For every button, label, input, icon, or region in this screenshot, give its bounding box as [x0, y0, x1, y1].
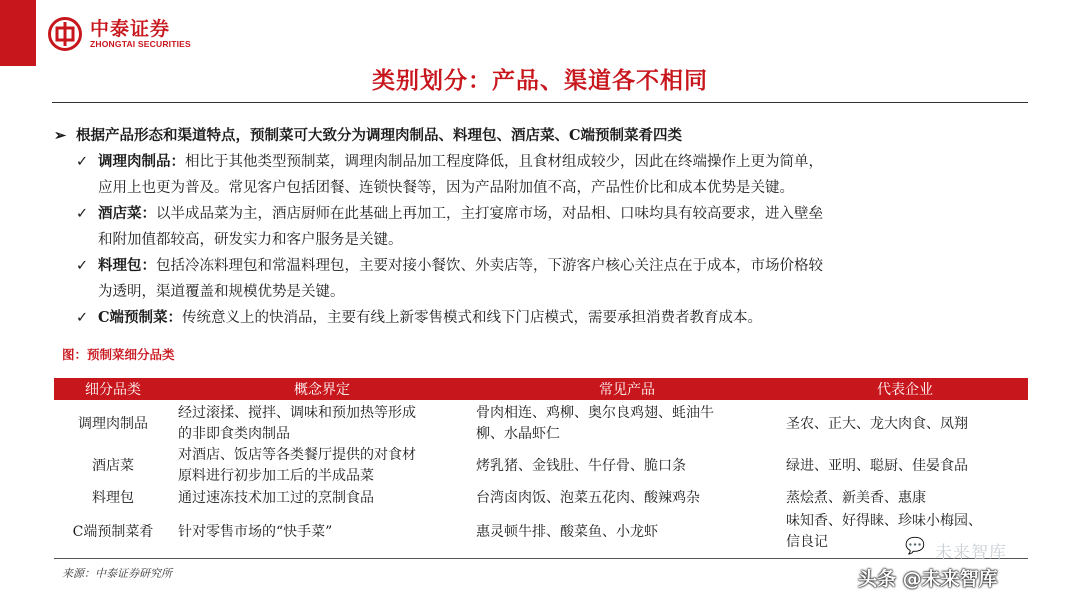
companies-line: 信良记: [786, 534, 828, 550]
products-line: 骨肉相连、鸡柳、奥尔良鸡翅、蚝油牛: [476, 405, 714, 421]
brand-name-cn: 中泰证券: [90, 17, 171, 40]
column-header: 细分品类: [85, 382, 141, 398]
products-line: 柳、水晶虾仁: [476, 426, 560, 442]
table-row: [54, 487, 1028, 509]
sub-bullet: [54, 149, 1014, 201]
companies-line: 蒸烩煮、新美香、惠康: [786, 489, 926, 506]
concept-line: 经过滚揉、搅拌、调味和预加热等形成: [178, 405, 416, 421]
products-line: 烤乳猪、金钱肚、牛仔骨、脆口条: [476, 457, 686, 474]
concept-cell: [172, 522, 472, 543]
category-cell: 酒店菜: [92, 457, 134, 474]
products-cell: [472, 522, 782, 543]
check-icon: ✓: [76, 154, 89, 170]
brand-logo: [48, 14, 191, 54]
products-cell: [472, 403, 782, 445]
companies-cell: [782, 488, 1028, 509]
companies-line: 圣农、正大、龙大肉食、凤翔: [786, 415, 968, 432]
concept-line: 的非即食类肉制品: [178, 426, 290, 442]
companies-cell: [782, 414, 1028, 435]
table-row: [54, 511, 1028, 553]
page-title: 类别划分：产品、渠道各不相同: [372, 67, 708, 94]
source-note: 来源：中泰证券研究所: [62, 567, 172, 580]
arrow-bullet-icon: ➢: [54, 127, 67, 144]
brand-side-bar: [0, 0, 36, 66]
category-cell: 调理肉制品: [78, 415, 148, 432]
concept-line: 针对零售市场的“快手菜”: [178, 523, 333, 540]
category-cell: 料理包: [92, 489, 134, 506]
brand-name-en: ZHONGTAI SECURITIES: [90, 38, 191, 49]
sub-bullet-term: 料理包：: [98, 257, 156, 274]
column-header: 常见产品: [599, 382, 655, 398]
products-line: 惠灵顿牛排、酸菜鱼、小龙虾: [476, 523, 658, 540]
sub-bullet-line: 为透明，渠道覆盖和规模优势是关键。: [98, 284, 345, 300]
check-icon: ✓: [76, 310, 89, 326]
concept-cell: [172, 403, 472, 445]
sub-bullet-line: 传统意义上的快消品，主要有线上新零售模式和线下门店模式，需要承担消费者教育成本。: [182, 310, 763, 326]
table-row: [54, 445, 1028, 487]
table-header: [54, 378, 1028, 400]
companies-line: 绿进、亚明、聪厨、佳晏食品: [786, 457, 968, 474]
figure-caption: 图：预制菜细分品类: [62, 347, 175, 362]
check-icon: ✓: [76, 258, 89, 274]
category-cell: C端预制菜肴: [72, 523, 154, 540]
watermark-sub: 未来智库: [935, 543, 1007, 563]
sub-bullet: [54, 201, 1014, 253]
sub-bullet-term: C端预制菜：: [98, 309, 183, 326]
main-bullet: [54, 123, 1014, 149]
title-divider: [52, 102, 1028, 103]
products-cell: [472, 488, 782, 509]
bullet-list: [54, 123, 1014, 331]
table-row: [54, 403, 1028, 445]
column-header: 概念界定: [294, 382, 350, 398]
companies-cell: [782, 456, 1028, 477]
chat-bubble-icon: 💬: [905, 536, 925, 555]
sub-bullet-line: 和附加值都较高，研发实力和客户服务是关键。: [98, 232, 403, 248]
sub-bullet-line: 相比于其他类型预制菜，调理肉制品加工程度降低，且食材组成较少，因此在终端操作上更为简单，: [185, 154, 823, 170]
sub-bullet-term: 调理肉制品：: [98, 153, 185, 170]
watermark-main: 头条 @未来智库: [858, 568, 998, 590]
concept-cell: [172, 488, 472, 509]
concept-cell: [172, 445, 472, 487]
concept-line: 对酒店、饭店等各类餐厅提供的对食材: [178, 447, 416, 463]
check-icon: ✓: [76, 206, 89, 222]
sub-bullet-line: 应用上也更为普及。常见客户包括团餐、连锁快餐等，因为产品附加值不高，产品性价比和成本优势是关键。: [98, 180, 794, 196]
concept-line: 原料进行初步加工后的半成品菜: [178, 468, 374, 484]
sub-bullet-line: 以半成品菜为主，酒店厨师在此基础上再加工，主打宴席市场，对品相、口味均具有较高要求，进入壁垒: [156, 206, 823, 222]
zhongtai-logo-icon: [48, 17, 82, 51]
products-line: 台湾卤肉饭、泡菜五花肉、酸辣鸡杂: [476, 489, 700, 506]
concept-line: 通过速冻技术加工过的烹制食品: [178, 489, 374, 506]
sub-bullet-line: 包括冷冻料理包和常温料理包，主要对接小餐饮、外卖店等，下游客户核心关注点在于成本，市场价格较: [156, 258, 823, 274]
main-bullet-text: 根据产品形态和渠道特点，预制菜可大致分为调理肉制品、料理包、酒店菜、C端预制菜肴四类: [76, 127, 683, 144]
sub-bullet: [54, 305, 1014, 331]
products-cell: [472, 456, 782, 477]
sub-bullet-term: 酒店菜：: [98, 205, 156, 222]
companies-line: 味知香、好得睐、珍味小梅园、: [786, 513, 982, 529]
sub-bullet: [54, 253, 1014, 305]
column-header: 代表企业: [877, 382, 933, 398]
bottom-divider: [54, 558, 1028, 559]
